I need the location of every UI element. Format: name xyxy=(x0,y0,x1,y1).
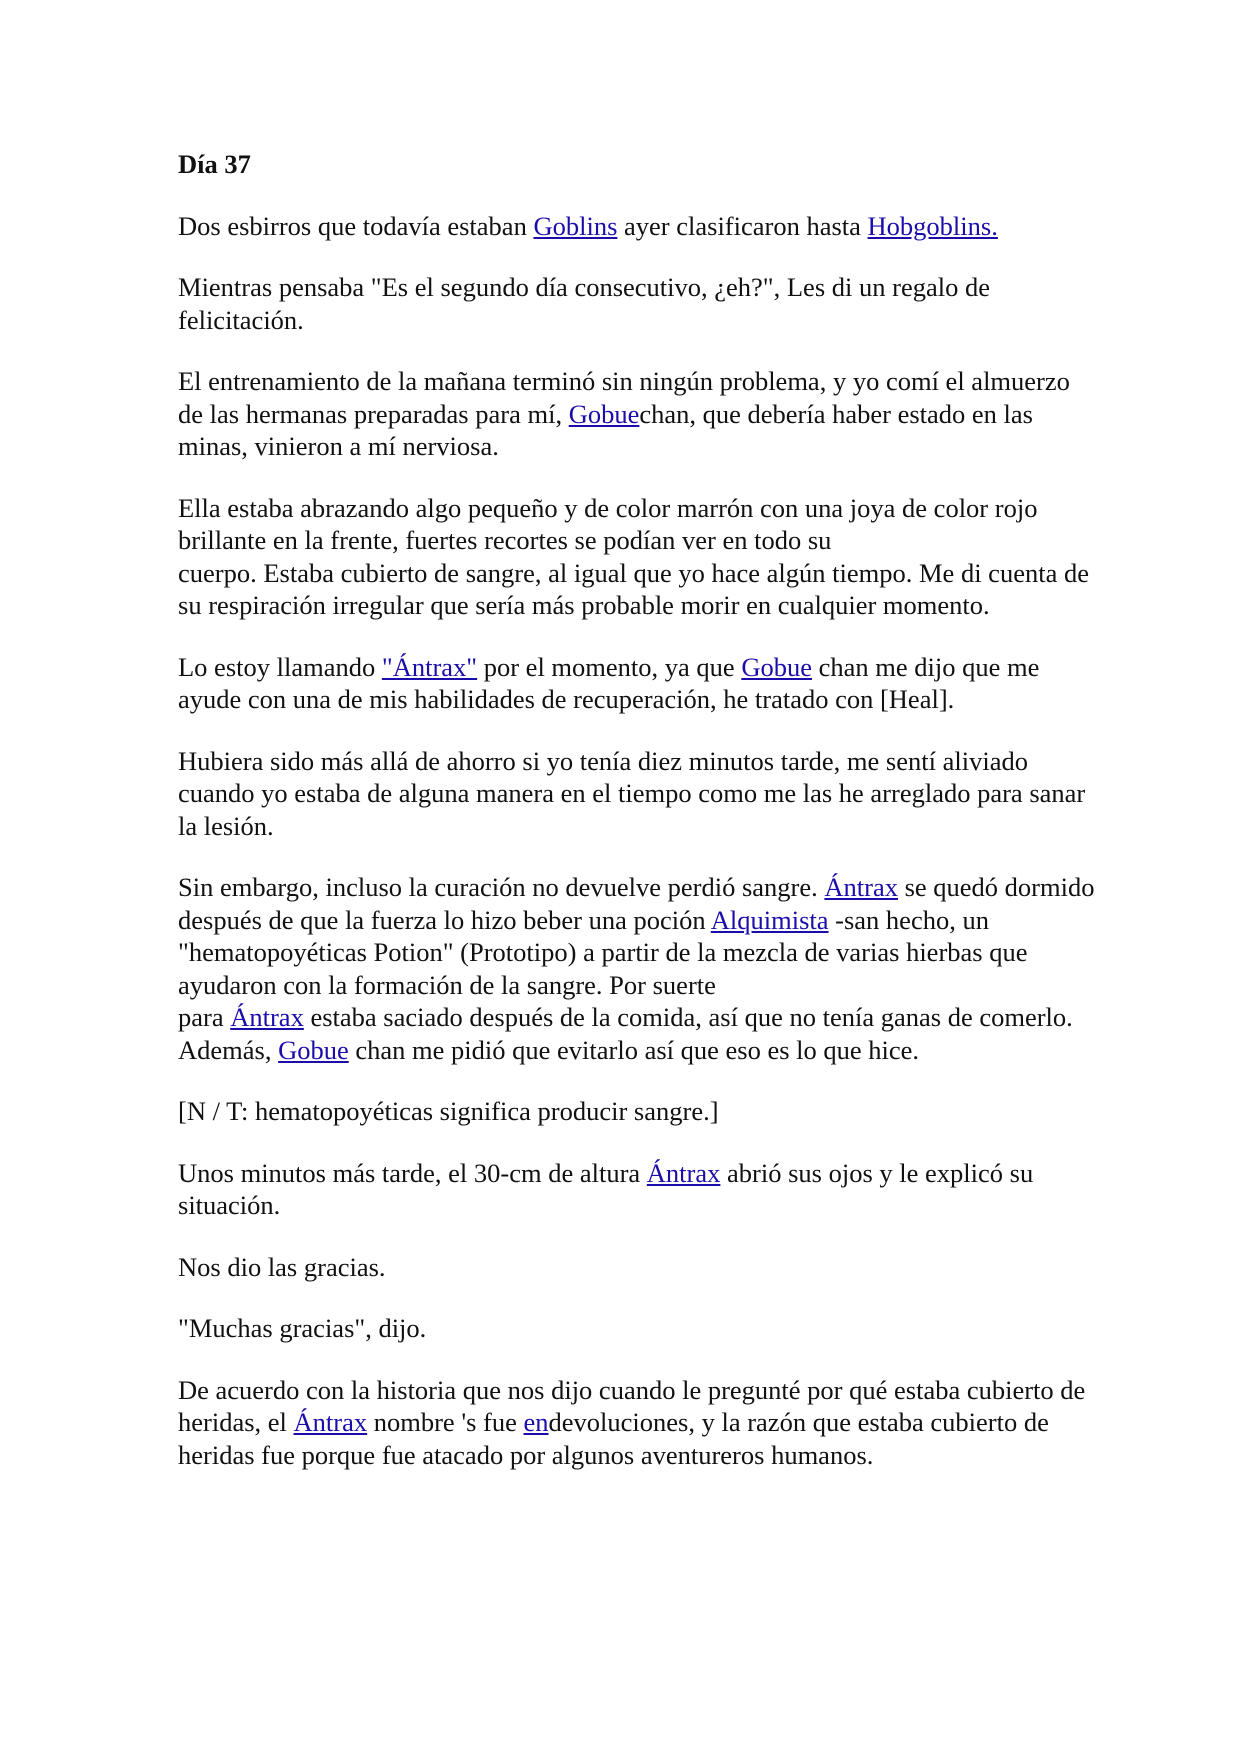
text-run: -san hecho, un "hematopoyéticas Potion" (Prototipo) a partir de la mezcla de varias hierbas que ayudaron con la formación de la sangre. Por suerte xyxy=(178,904,1028,1000)
text-run: abrió sus ojos y le explicó su situación. xyxy=(178,1157,1034,1220)
wiki-link[interactable]: Ántrax xyxy=(824,872,898,902)
text-run: Dos esbirros que todavía estaban xyxy=(178,210,534,241)
text-run: devoluciones, y la razón que estaba cubierto de heridas fue porque fue atacado por algunos aventureros humanos. xyxy=(178,1407,1049,1470)
text-run: para xyxy=(178,1002,231,1032)
wiki-link[interactable]: Gobue xyxy=(568,398,640,429)
text-run: Nos dio las gracias. xyxy=(178,1251,386,1282)
text-run: Ella estaba abrazando algo pequeño y de color marrón con una joya de color rojo brillante en la frente, fuertes recortes se podían ver en todo su xyxy=(178,492,1038,555)
text-run: se quedó dormido después de que la fuerza lo hizo beber una poción xyxy=(178,872,1095,935)
text-run: cuerpo. Estaba cubierto de sangre, al igual que yo hace algún tiempo. Me di cuenta de su respiración irregular que sería más probable morir en cualquier momento. xyxy=(178,557,1089,620)
text-run: Lo estoy llamando xyxy=(178,651,382,682)
text-run: Mientras pensaba "Es el segundo día consecutivo, ¿eh?", Les di un regalo de felicitación. xyxy=(178,272,990,335)
document-page xyxy=(178,148,1098,1500)
wiki-link[interactable]: en xyxy=(523,1407,549,1437)
paragraph xyxy=(178,271,1098,336)
text-run: por el momento, ya que xyxy=(477,651,742,682)
paragraph xyxy=(178,1251,1098,1284)
paragraph xyxy=(178,1157,1098,1222)
wiki-link[interactable]: Ántrax xyxy=(293,1407,368,1437)
paragraph xyxy=(178,871,1098,1066)
text-run: chan me dijo que me ayude con una de mis habilidades de recuperación, he tratado con [Heal]. xyxy=(178,651,1040,714)
paragraph xyxy=(178,210,1098,243)
text-run: "Muchas gracias", dijo. xyxy=(178,1313,427,1343)
wiki-link[interactable]: "Ántrax" xyxy=(381,651,478,682)
paragraph xyxy=(178,745,1098,843)
text-run: Unos minutos más tarde, el 30-cm de altura xyxy=(178,1157,647,1188)
wiki-link[interactable]: Alquimista xyxy=(710,904,829,935)
text-run: ayer clasificaron hasta xyxy=(617,210,868,241)
paragraph xyxy=(178,365,1098,463)
text-run: Hubiera sido más allá de ahorro si yo tenía diez minutos tarde, me sentí aliviado cuando yo estaba de alguna manera en el tiempo como me las he arreglado para sanar la lesión. xyxy=(178,745,1086,841)
text-run: estaba saciado después de la comida, así que no tenía ganas de comerlo. Además, xyxy=(178,1002,1073,1065)
wiki-link[interactable]: Ántrax xyxy=(230,1002,304,1032)
paragraph xyxy=(178,1095,1098,1128)
wiki-link[interactable]: Hobgoblins. xyxy=(867,210,998,241)
paragraph xyxy=(178,492,1098,622)
text-run: chan me pidió que evitarlo así que eso es lo que hice. xyxy=(348,1034,920,1065)
text-run: [N / T: hematopoyéticas significa producir sangre.] xyxy=(178,1096,719,1126)
wiki-link[interactable]: Goblins xyxy=(533,210,618,241)
chapter-title: Día 37 xyxy=(178,149,251,179)
text-run: Sin embargo, incluso la curación no devuelve perdió sangre. xyxy=(178,872,825,902)
wiki-link[interactable]: Ántrax xyxy=(646,1157,721,1188)
paragraph xyxy=(178,651,1098,716)
text-run: nombre 's fue xyxy=(367,1407,524,1437)
wiki-link[interactable]: Gobue xyxy=(278,1034,349,1065)
document-body xyxy=(178,210,1098,1472)
text-run: El entrenamiento de la mañana terminó sin ningún problema, y yo comí el almuerzo de las hermanas preparadas para mí, xyxy=(178,366,1070,429)
text-run: chan, que debería haber estado en las minas, vinieron a mí nerviosa. xyxy=(178,398,1033,461)
wiki-link[interactable]: Gobue xyxy=(741,651,812,682)
paragraph xyxy=(178,1312,1098,1345)
paragraph xyxy=(178,1374,1098,1472)
text-run: De acuerdo con la historia que nos dijo cuando le pregunté por qué estaba cubierto de heridas, el xyxy=(178,1374,1086,1437)
